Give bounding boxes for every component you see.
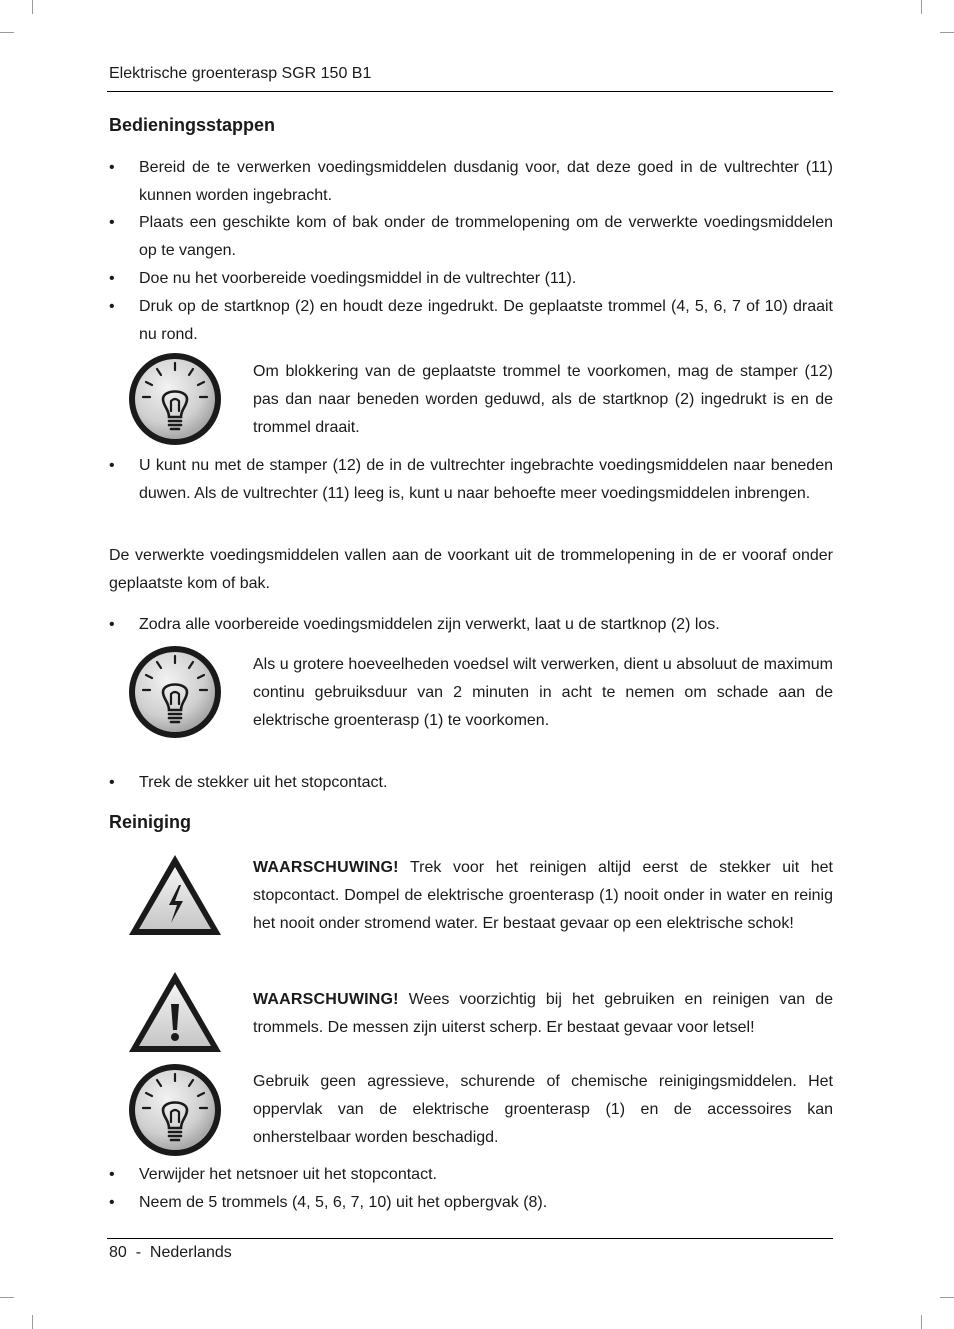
page-number: 80 [109,1244,127,1261]
lightbulb-tip-icon [127,644,223,740]
warning-note-electric [253,854,833,938]
page-footer [109,1242,232,1264]
bullet-marker: • [109,159,115,176]
warning-text: Trek voor het reinigen altijd eerst de stekker uit het stopcontact. Dompel de elektrische groenterasp (1) nooit onder in water en reinig het nooit onder stromend water. Er bestaat gevaar op een elektrische schok! [253,859,833,932]
list-item-text: Plaats een geschikte kom of bak onder de trommelopening om de verwerkte voedingsmiddelen op te vangen. [139,214,833,259]
list-item-text: Doe nu het voorbereide voedingsmiddel in de vultrechter (11). [139,270,577,287]
lightbulb-tip-icon [127,1062,223,1158]
list-item [109,293,833,349]
warning-note-general [253,986,833,1042]
crop-mark [921,1315,922,1329]
section-heading-bedieningsstappen: Bedieningsstappen [109,115,276,135]
section-heading-reiniging: Reiniging [109,812,191,832]
list-item-text: Druk op de startknop (2) en houdt deze ingedrukt. De geplaatste trommel (4, 5, 6, 7 of 10) draait nu rond. [139,298,833,343]
crop-mark [921,0,922,14]
list-item-text: Trek de stekker uit het stopcontact. [139,774,388,791]
list-item [109,769,833,797]
footer-language: Nederlands [149,1244,232,1261]
warning-label: WAARSCHUWING! [253,859,399,876]
bullet-marker: • [109,270,115,287]
list-item [109,452,833,508]
tip-note: Gebruik geen agressieve, schurende of chemische reinigingsmiddelen. Het oppervlak van de elektrische groenterasp (1) en de accessoires kan onherstelbaar worden beschadigd. [253,1073,833,1146]
bullet-marker: • [109,214,115,231]
crop-mark [0,32,14,33]
tip-note: Als u grotere hoeveelheden voedsel wilt verwerken, dient u absoluut de maximum continu gebruiksduur van 2 minuten in acht te nemen om schade aan de elektrische groenterasp (1) te voorkomen. [253,656,833,729]
list-item [109,1189,833,1217]
footer-rule [107,1238,833,1239]
warning-label: WAARSCHUWING! [253,991,399,1008]
bullet-marker: • [109,774,115,791]
header-rule [107,91,833,92]
warning-text: Wees voorzichtig bij het gebruiken en reinigen van de trommels. De messen zijn uiterst scherp. Er bestaat gevaar voor letsel! [253,991,833,1036]
crop-mark [32,0,33,14]
bullet-marker: • [109,298,115,315]
list-item [109,611,833,639]
list-item [109,154,833,210]
bullet-marker: • [109,457,115,474]
footer-separator: - [135,1244,142,1261]
tip-note: Om blokkering van de geplaatste trommel te voorkomen, mag de stamper (12) pas dan naar beneden worden geduwd, als de startknop (2) ingedrukt is en de trommel draait. [253,363,833,436]
list-item [109,265,833,293]
list-item-text: Verwijder het netsnoer uit het stopcontact. [139,1166,437,1183]
list-item-text: Zodra alle voorbereide voedingsmiddelen zijn verwerkt, laat u de startknop (2) los. [139,616,720,633]
list-item-text: Neem de 5 trommels (4, 5, 6, 7, 10) uit het opbergvak (8). [139,1194,548,1211]
crop-mark [32,1315,33,1329]
bullet-marker: • [109,616,115,633]
exclamation-warning-icon [127,970,223,1054]
electric-shock-warning-icon [127,853,223,937]
list-item [109,209,833,265]
list-item-text: U kunt nu met de stamper (12) de in de vultrechter ingebrachte voedingsmiddelen naar beneden duwen. Als de vultrechter (11) leeg is, kunt u naar behoefte meer voedingsmiddelen inbrengen. [139,457,833,502]
running-header: Elektrische groenterasp SGR 150 B1 [109,65,372,82]
bullet-marker: • [109,1166,115,1183]
crop-mark [940,1297,954,1298]
list-item [109,1161,833,1189]
body-paragraph: De verwerkte voedingsmiddelen vallen aan de voorkant uit de trommelopening in de er vooraf onder geplaatste kom of bak. [109,547,833,592]
crop-mark [940,32,954,33]
lightbulb-tip-icon [127,351,223,447]
list-item-text: Bereid de te verwerken voedingsmiddelen dusdanig voor, dat deze goed in de vultrechter (11) kunnen worden ingebracht. [139,159,833,204]
bullet-marker: • [109,1194,115,1211]
crop-mark [0,1297,14,1298]
